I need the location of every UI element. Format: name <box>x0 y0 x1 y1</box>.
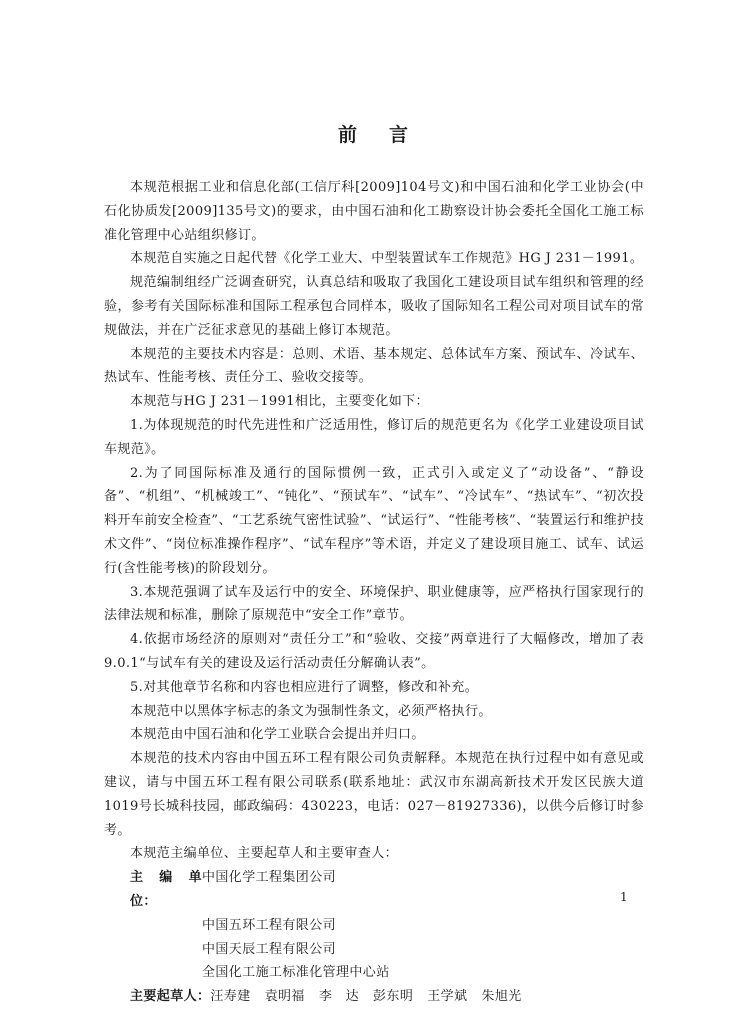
paragraph: 4.依据市场经济的原则对“责任分工”和“验收、交接”两章进行了大幅修改，增加了表9.0.1“与试车有关的建设及运行活动责任分解确认表”。 <box>104 632 644 671</box>
editor-unit: 中国化学工程集团公司 <box>202 870 337 886</box>
paragraph: 本规范中以黑体字标志的条文为强制性条文，必须严格执行。 <box>130 703 492 719</box>
editor-units-label: 主 编 单 位： <box>130 870 202 909</box>
paragraph: 本规范主编单位、主要起草人和主要审查人： <box>130 846 399 862</box>
drafters-block <box>104 985 644 1009</box>
drafter-name: 彭东明 <box>373 989 414 1005</box>
paragraph: 本规范的主要技术内容是：总则、术语、基本规定、总体试车方案、预试车、冷试车、热试车、性能考核、责任分工、验收交接等。 <box>104 346 644 386</box>
page-number: 1 <box>620 890 628 904</box>
editor-unit: 全国化工施工标准化管理中心站 <box>202 965 390 981</box>
paragraph: 本规范根据工业和信息化部(工信厅科[2009]104号文)和中国石油和化学工业协会(中石化协质发[2009]135号文)的要求，由中国石油和化工勘察设计协会委托全国化工施工标准化管理中心站组织修订。 <box>104 180 644 243</box>
preface-body <box>104 176 644 1009</box>
paragraph: 本规范自实施之日起代替《化学工业大、中型装置试车工作规范》HG J 231－1991。 <box>130 251 644 267</box>
paragraph: 本规范的技术内容由中国五环工程有限公司负责解释。本规范在执行过程中如有意见或建议，请与中国五环工程有限公司联系(联系地址：武汉市东湖高新技术开发区民族大道1019号长城科技园，邮政编码：430223，电话：027－81927336)，以供今后修订时参考。 <box>104 751 644 838</box>
editor-unit: 中国天辰工程有限公司 <box>202 941 337 957</box>
drafter-name: 王学斌 <box>427 989 468 1005</box>
editor-units-block <box>104 866 644 985</box>
paragraph: 3.本规范强调了试车及运行中的安全、环境保护、职业健康等，应严格执行国家现行的法律法规和标准，删除了原规范中“安全工作”章节。 <box>104 584 644 624</box>
paragraph: 5.对其他章节名称和内容也相应进行了调整，修改和补充。 <box>130 679 479 695</box>
paragraph: 1.为体现规范的时代先进性和广泛适用性，修订后的规范更名为《化学工业建设项目试车规范》。 <box>104 417 644 457</box>
drafters-label: 主要起草人： <box>130 989 211 1005</box>
page-title <box>0 120 748 147</box>
drafter-name: 李 达 <box>318 989 360 1005</box>
paragraph: 本规范与HG J 231－1991相比，主要变化如下： <box>130 394 429 410</box>
drafter-name: 汪寿建 <box>210 989 251 1005</box>
title-char-2: 言 <box>389 124 411 146</box>
editor-unit: 中国五环工程有限公司 <box>202 917 337 933</box>
paragraph: 2.为了同国际标准及通行的国际惯例一致，正式引入或定义了“动设备”、“静设备”、“机组”、“机械竣工”、“钝化”、“预试车”、“试车”、“冷试车”、“热试车”、“初次投料开车前安全检查”、“工艺系统气密性试验”、“试运行”、“性能考核”、“装置运行和维护技术文件”、“岗位标准操作程序”、“试车程序”等术语，并定义了建设项目施工、试车、试运行(含性能考核)的阶段划分。 <box>104 465 644 576</box>
paragraph: 规范编制组经广泛调查研究，认真总结和吸取了我国化工建设项目试车组织和管理的经验，参考有关国际标准和国际工程承包合同样本，吸收了国际知名工程公司对项目试车的常规做法，并在广泛征求意见的基础上修订本规范。 <box>104 275 644 338</box>
paragraph: 本规范由中国石油和化学工业联合会提出并归口。 <box>130 727 425 743</box>
drafter-name: 袁明福 <box>264 989 305 1005</box>
title-char-1: 前 <box>337 124 359 146</box>
drafter-name: 朱旭光 <box>481 989 522 1005</box>
